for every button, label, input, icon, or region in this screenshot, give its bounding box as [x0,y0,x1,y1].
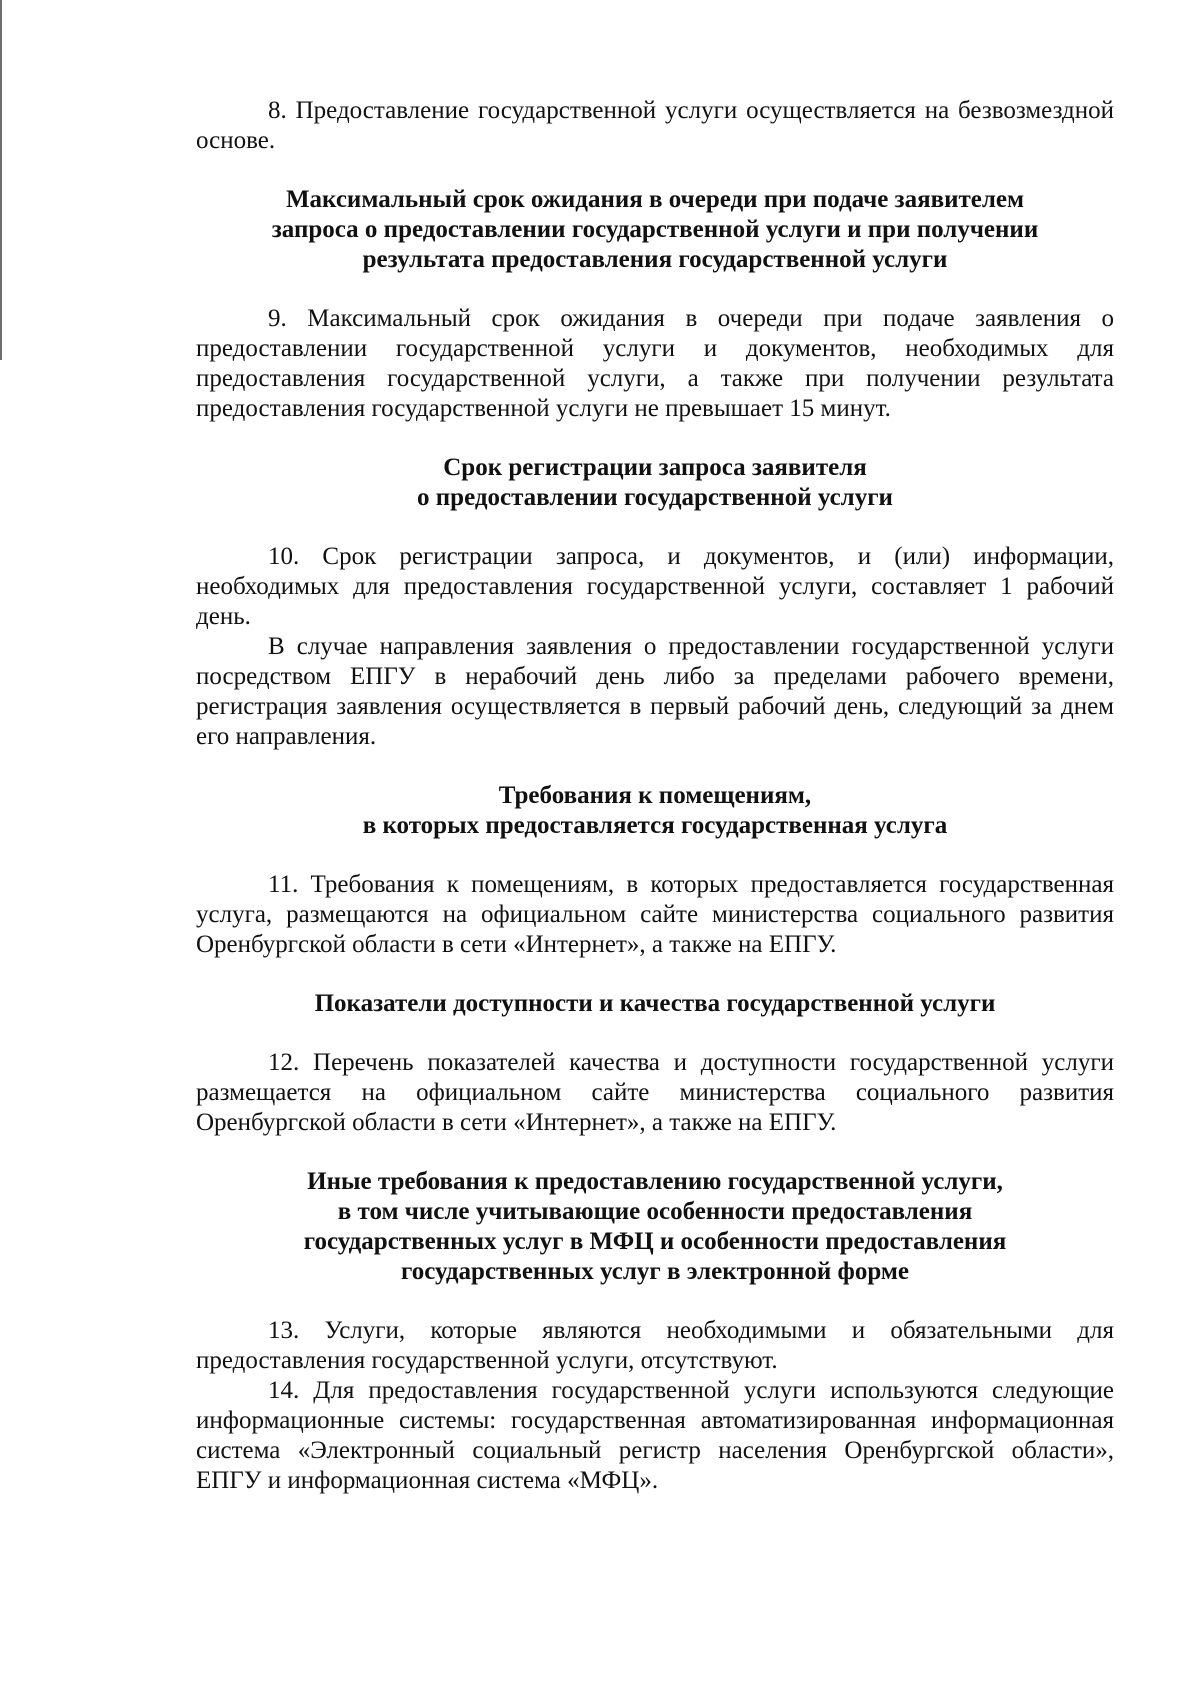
heading-queue-wait-time [196,185,1114,275]
heading-line: Показатели доступности и качества государственной услуги [314,990,996,1017]
heading-premises-requirements [196,781,1114,841]
document-page [196,96,1114,1496]
heading-line: государственных услуг в МФЦ и особенности предоставления [303,1228,1007,1255]
heading-line: запроса о предоставлении государственной услуги и при получении [271,216,1039,243]
heading-line: результата предоставления государственной услуги [362,246,948,273]
paragraph-14: 14. Для предоставления государственной услуги используются следующие информационные системы: государственная автоматизированная информационная система «Электронный социальный регистр населения Оренбургской области», ЕПГУ и информационная система «МФЦ». [196,1377,1114,1494]
heading-line: Срок регистрации запроса заявителя [443,454,867,481]
heading-line: в которых предоставляется государственная услуга [362,812,948,839]
heading-quality-indicators [196,989,1114,1019]
heading-line: Иные требования к предоставлению государственной услуги, [307,1168,1003,1195]
scan-edge-line [0,0,2,360]
heading-line: государственных услуг в электронной форме [400,1258,909,1285]
heading-other-requirements [196,1167,1114,1287]
paragraph-13: 13. Услуги, которые являются необходимыми и обязательными для предоставления государственной услуги, отсутствуют. [196,1317,1114,1374]
paragraph-11: 11. Требования к помещениям, в которых предоставляется государственная услуга, размещаются на официальном сайте министерства социального развития Оренбургской области в сети «Интернет», а также на ЕПГУ. [196,871,1114,958]
heading-line: в том числе учитывающие особенности предоставления [337,1198,973,1225]
heading-line: Максимальный срок ожидания в очереди при подаче заявителем [285,186,1025,213]
paragraph-10: 10. Срок регистрации запроса, и документов, и (или) информации, необходимых для предоставления государственной услуги, составляет 1 рабочий день. [196,543,1114,630]
paragraph-10-continuation: В случае направления заявления о предоставлении государственной услуги посредством ЕПГУ в нерабочий день либо за пределами рабочего времени, регистрация заявления осуществляется в первый рабочий день, следующий за днем его направления. [196,633,1114,750]
paragraph-8: 8. Предоставление государственной услуги осуществляется на безвозмездной основе. [196,97,1114,154]
heading-line: о предоставлении государственной услуги [417,484,893,511]
paragraph-9: 9. Максимальный срок ожидания в очереди при подаче заявления о предоставлении государственной услуги и документов, необходимых для предоставления государственной услуги, а также при получении результата предоставления государственной услуги не превышает 15 минут. [196,305,1114,422]
paragraph-12: 12. Перечень показателей качества и доступности государственной услуги размещается на официальном сайте министерства социального развития Оренбургской области в сети «Интернет», а также на ЕПГУ. [196,1049,1114,1136]
heading-line: Требования к помещениям, [498,782,812,809]
heading-registration-term [196,453,1114,513]
